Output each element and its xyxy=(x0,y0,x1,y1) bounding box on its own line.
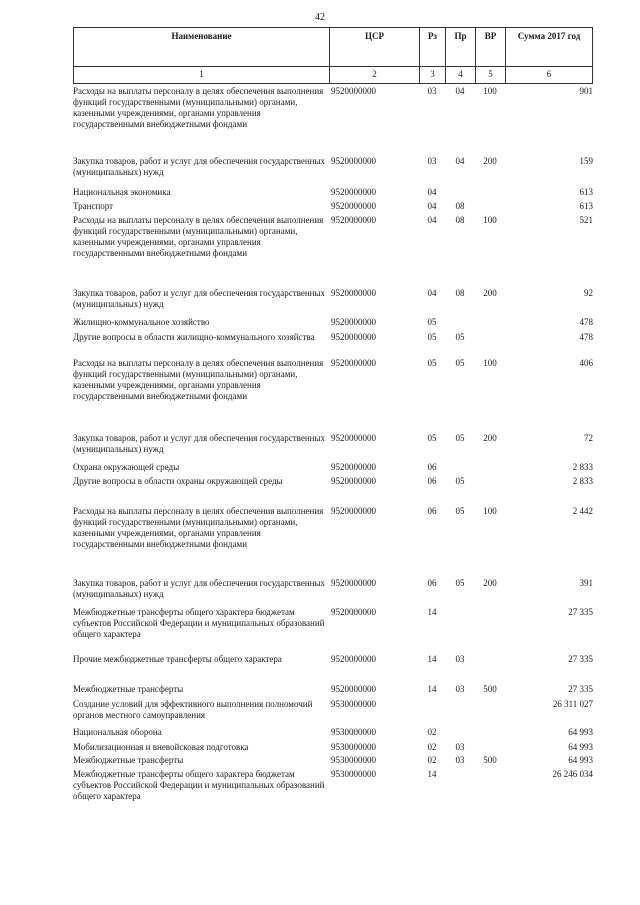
row-csr: 9520000000 xyxy=(331,607,376,617)
header-numbers-row xyxy=(73,67,593,83)
row-vr: 100 xyxy=(483,215,497,225)
row-name: Межбюджетные трансферты общего характера бюджетам субъектов Российской Федерации и муниципальных образований общего характера xyxy=(73,769,325,801)
row-sum: 613 xyxy=(579,201,593,211)
header-pr: Пр xyxy=(445,28,475,66)
row-csr: 9530000000 xyxy=(331,769,376,779)
row-pr xyxy=(445,727,475,742)
table-row xyxy=(73,727,593,742)
row-sum: 613 xyxy=(579,187,593,197)
row-vr xyxy=(475,201,505,215)
row-name: Расходы на выплаты персоналу в целях обеспечения выполнения функций государственными (муниципальными) органами, казенными учреждениями, органами управления государственными внебюджетными фондами xyxy=(73,86,324,129)
row-sum: 27 335 xyxy=(568,654,593,664)
row-pr: 05 xyxy=(455,578,465,588)
row-vr: 200 xyxy=(483,288,497,298)
table-row xyxy=(73,358,593,433)
row-sum: 72 xyxy=(584,433,593,443)
table-row xyxy=(73,433,593,462)
row-name: Охрана окружающей среды xyxy=(73,462,180,472)
row-sum: 92 xyxy=(584,288,593,298)
row-rz: 04 xyxy=(427,201,437,211)
row-vr: 200 xyxy=(483,578,497,588)
row-sum: 521 xyxy=(579,215,593,225)
row-vr xyxy=(475,742,505,755)
row-vr: 100 xyxy=(483,86,497,96)
row-csr: 9520000000 xyxy=(331,215,376,225)
row-name: Мобилизационная и вневойсковая подготовка xyxy=(73,742,249,752)
row-name: Транспорт xyxy=(73,201,114,211)
row-csr: 9520000000 xyxy=(331,358,376,368)
page-number: 42 xyxy=(315,12,325,23)
row-name: Расходы на выплаты персоналу в целях обеспечения выполнения функций государственными (муниципальными) органами, казенными учреждениями, органами управления государственными внебюджетными фондами xyxy=(73,506,324,549)
row-pr: 05 xyxy=(455,433,465,443)
row-sum: 2 833 xyxy=(572,462,593,472)
row-sum: 406 xyxy=(579,358,593,368)
row-name: Межбюджетные трансферты общего характера бюджетам субъектов Российской Федерации и муниципальных образований общего характера xyxy=(73,607,325,639)
header-col-number: 5 xyxy=(475,67,505,83)
row-name: Межбюджетные трансферты xyxy=(73,684,184,694)
row-rz: 06 xyxy=(427,506,437,516)
table-row xyxy=(73,332,593,358)
row-pr: 08 xyxy=(455,201,465,211)
row-vr: 200 xyxy=(483,156,497,166)
row-name: Прочие межбюджетные трансферты общего характера xyxy=(73,654,282,664)
row-rz: 05 xyxy=(427,332,437,342)
row-vr xyxy=(475,476,505,506)
table-row xyxy=(73,462,593,476)
row-csr: 9520000000 xyxy=(331,201,376,211)
row-vr xyxy=(475,727,505,742)
table-row xyxy=(73,607,593,654)
row-sum: 391 xyxy=(579,578,593,588)
row-rz: 05 xyxy=(427,433,437,443)
row-pr: 05 xyxy=(455,332,465,342)
row-vr: 100 xyxy=(483,506,497,516)
header-sum: Сумма 2017 год xyxy=(505,28,593,66)
table-row xyxy=(73,476,593,506)
row-sum: 64 993 xyxy=(568,742,593,752)
row-name: Закупка товаров, работ и услуг для обеспечения государственных (муниципальных) нужд xyxy=(73,156,326,177)
row-rz: 04 xyxy=(427,288,437,298)
row-csr: 9520000000 xyxy=(331,187,376,197)
row-pr: 03 xyxy=(455,755,465,765)
row-rz: 02 xyxy=(427,755,437,765)
table-body xyxy=(73,86,593,809)
row-pr xyxy=(445,699,475,727)
row-csr: 9520000000 xyxy=(331,506,376,516)
row-rz: 04 xyxy=(427,215,437,225)
row-csr: 9520000000 xyxy=(331,317,376,327)
table-row xyxy=(73,156,593,187)
table-row xyxy=(73,201,593,215)
table-row xyxy=(73,215,593,288)
row-sum: 27 335 xyxy=(568,607,593,617)
row-pr: 03 xyxy=(455,742,465,752)
row-csr: 9520000000 xyxy=(331,654,376,664)
row-pr xyxy=(445,462,475,476)
table-row xyxy=(73,187,593,201)
table-row xyxy=(73,578,593,607)
row-pr: 04 xyxy=(455,86,465,96)
row-csr: 9520000000 xyxy=(331,684,376,694)
row-rz: 06 xyxy=(427,578,437,588)
row-pr xyxy=(445,317,475,332)
row-rz: 05 xyxy=(427,317,437,327)
table-row xyxy=(73,684,593,699)
row-rz: 05 xyxy=(427,358,437,368)
row-sum: 27 335 xyxy=(568,684,593,694)
row-sum: 26 246 034 xyxy=(552,769,593,779)
table-row xyxy=(73,654,593,684)
row-csr: 9520000000 xyxy=(331,288,376,298)
row-csr: 9520000000 xyxy=(331,332,376,342)
row-pr: 04 xyxy=(455,156,465,166)
table-header xyxy=(73,27,593,84)
row-sum: 2 442 xyxy=(572,506,593,516)
row-name: Другие вопросы в области жилищно-коммунального хозяйства xyxy=(73,332,315,342)
row-rz: 14 xyxy=(427,769,437,779)
row-pr: 03 xyxy=(455,654,465,664)
row-vr xyxy=(475,462,505,476)
row-sum: 478 xyxy=(579,317,593,327)
table-row xyxy=(73,317,593,332)
table-row xyxy=(73,506,593,578)
row-pr: 05 xyxy=(455,506,465,516)
row-pr: 08 xyxy=(455,288,465,298)
row-vr xyxy=(475,187,505,201)
row-name: Национальная экономика xyxy=(73,187,171,197)
row-vr xyxy=(475,699,505,727)
header-col-number: 1 xyxy=(73,67,329,83)
row-rz: 06 xyxy=(427,462,437,472)
row-rz: 03 xyxy=(427,86,437,96)
row-csr: 9520000000 xyxy=(331,578,376,588)
row-pr: 05 xyxy=(455,476,465,486)
row-name: Жилищно-коммунальное хозяйство xyxy=(73,317,210,327)
row-vr xyxy=(475,317,505,332)
row-sum: 2 833 xyxy=(572,476,593,486)
row-sum: 901 xyxy=(579,86,593,96)
row-sum: 478 xyxy=(579,332,593,342)
row-csr: 9520000000 xyxy=(331,433,376,443)
row-sum: 26 311 027 xyxy=(552,699,593,709)
row-name: Расходы на выплаты персоналу в целях обеспечения выполнения функций государственными (муниципальными) органами, казенными учреждениями, органами управления государственными внебюджетными фондами xyxy=(73,358,324,401)
table-row xyxy=(73,755,593,769)
row-csr: 9520000000 xyxy=(331,476,376,486)
row-rz: 14 xyxy=(427,654,437,664)
row-vr xyxy=(475,769,505,809)
row-pr: 05 xyxy=(455,358,465,368)
row-rz: 04 xyxy=(427,187,437,197)
header-rz: Рз xyxy=(419,28,445,66)
row-name: Расходы на выплаты персоналу в целях обеспечения выполнения функций государственными (муниципальными) органами, казенными учреждениями, органами управления государственными внебюджетными фондами xyxy=(73,215,324,258)
header-col-number: 2 xyxy=(329,67,419,83)
row-rz xyxy=(419,699,445,727)
row-csr: 9530000000 xyxy=(331,699,376,709)
row-sum: 159 xyxy=(579,156,593,166)
row-csr: 9530000000 xyxy=(331,755,376,765)
row-name: Закупка товаров, работ и услуг для обеспечения государственных (муниципальных) нужд xyxy=(73,578,326,599)
header-col-number: 4 xyxy=(445,67,475,83)
row-name: Закупка товаров, работ и услуг для обеспечения государственных (муниципальных) нужд xyxy=(73,288,326,309)
row-rz: 02 xyxy=(427,742,437,752)
row-pr: 08 xyxy=(455,215,465,225)
row-sum: 64 993 xyxy=(568,727,593,737)
row-rz: 02 xyxy=(427,727,437,737)
header-name: Наименование xyxy=(73,28,329,66)
table-row xyxy=(73,86,593,156)
header-titles-row xyxy=(73,28,593,67)
row-vr xyxy=(475,607,505,654)
header-vr: ВР xyxy=(475,28,505,66)
row-pr xyxy=(445,607,475,654)
row-rz: 14 xyxy=(427,607,437,617)
header-csr: ЦСР xyxy=(329,28,419,66)
row-sum: 64 993 xyxy=(568,755,593,765)
row-vr: 200 xyxy=(483,433,497,443)
row-csr: 9520000000 xyxy=(331,86,376,96)
table-row xyxy=(73,742,593,755)
row-csr: 9530000000 xyxy=(331,742,376,752)
row-rz: 14 xyxy=(427,684,437,694)
row-name: Межбюджетные трансферты xyxy=(73,755,184,765)
header-col-number: 3 xyxy=(419,67,445,83)
row-name: Создание условий для эффективного выполнения полномочий органов местного самоуправления xyxy=(73,699,313,720)
row-vr xyxy=(475,654,505,684)
row-pr: 03 xyxy=(455,684,465,694)
row-pr xyxy=(445,769,475,809)
row-vr: 500 xyxy=(483,684,497,694)
table-row xyxy=(73,769,593,809)
row-rz: 03 xyxy=(427,156,437,166)
row-csr: 9520000000 xyxy=(331,156,376,166)
row-pr xyxy=(445,187,475,201)
row-name: Другие вопросы в области охраны окружающей среды xyxy=(73,476,283,486)
row-vr xyxy=(475,332,505,358)
table-row xyxy=(73,288,593,317)
header-col-number: 6 xyxy=(505,67,593,83)
row-name: Закупка товаров, работ и услуг для обеспечения государственных (муниципальных) нужд xyxy=(73,433,326,454)
row-name: Национальная оборона xyxy=(73,727,162,737)
row-csr: 9520000000 xyxy=(331,462,376,472)
row-rz: 06 xyxy=(427,476,437,486)
row-vr: 500 xyxy=(483,755,497,765)
row-vr: 100 xyxy=(483,358,497,368)
row-csr: 9530000000 xyxy=(331,727,376,737)
table-row xyxy=(73,699,593,727)
